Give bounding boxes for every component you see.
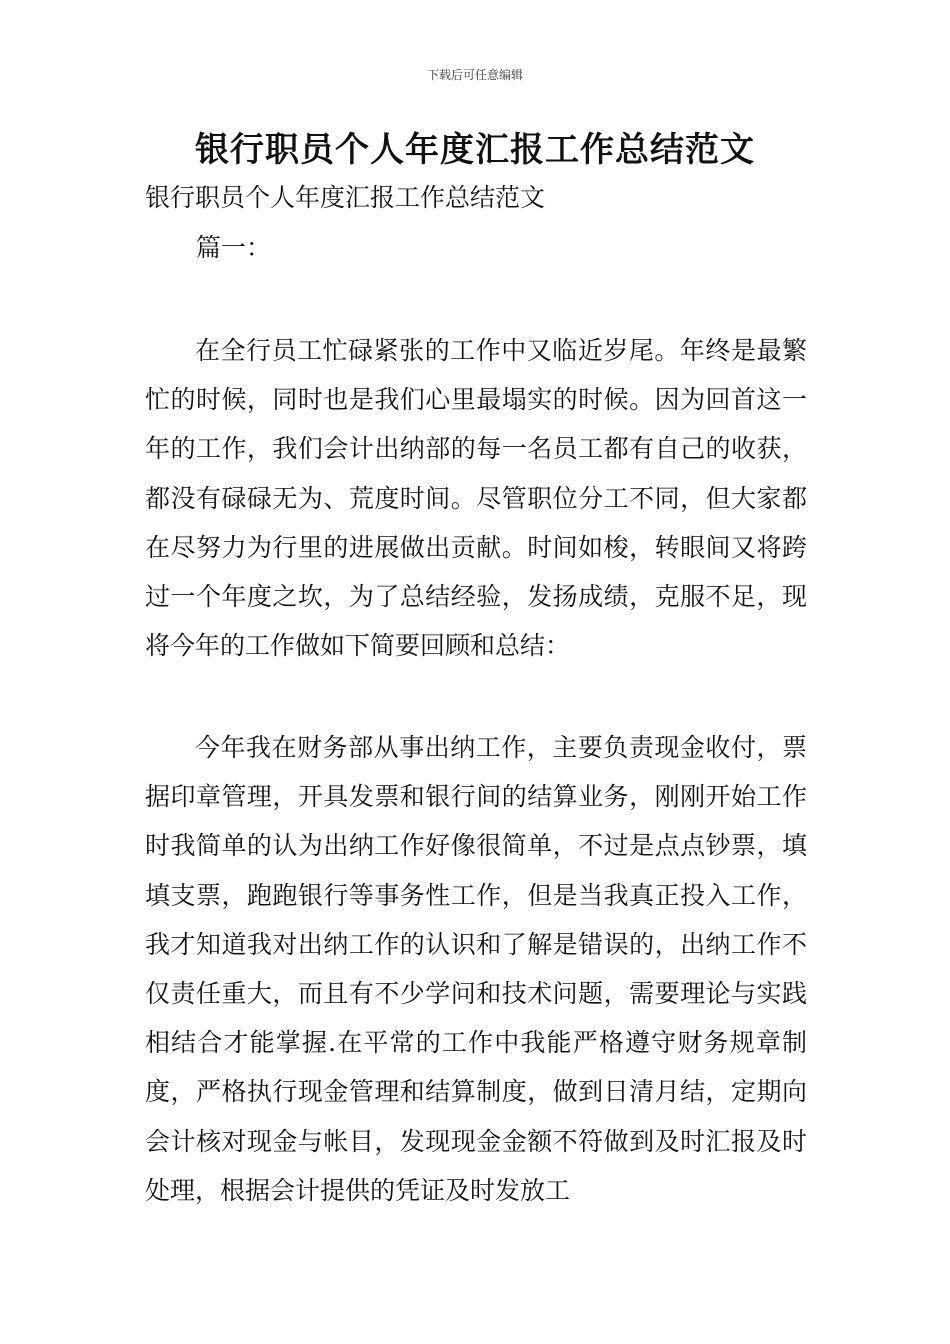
header-note: 下载后可任意编辑 <box>426 68 523 82</box>
paragraph-2: 今年我在财务部从事出纳工作，主要负责现金收付，票据印章管理，开具发票和银行间的结算业务，刚刚开始工作时我简单的认为出纳工作好像很简单，不过是点点钞票，填填支票，跑跑银行等事务性工作，但是当我真正投入工作，我才知道我对出纳工作的认识和了解是错误的，出纳工作不仅责任重大，而且有不少学问和技术问题，需要理论与实践相结合才能掌握.在平常的工作中我能严格遵守财务规章制度，严格执行现金管理和结算制度，做到日清月结，定期向会计核对现金与帐目，发现现金金额不符做到及时汇报及时处理，根据会计提供的凭证及时发放工 <box>145 733 807 1205</box>
paragraph-1: 在全行员工忙碌紧张的工作中又临近岁尾。年终是最繁忙的时候，同时也是我们心里最塌实的时候。因为回首这一年的工作，我们会计出纳部的每一名员工都有自己的收获，都没有碌碌无为、荒度时间。尽管职位分工不同，但大家都在尽努力为行里的进展做出贡献。时间如梭，转眼间又将跨过一个年度之坎，为了总结经验，发扬成绩，克服不足，现将今年的工作做如下简要回顾和总结： <box>145 336 807 661</box>
document-subtitle: 银行职员个人年度汇报工作总结范文 <box>145 183 546 212</box>
document-title: 银行职员个人年度汇报工作总结范文 <box>195 130 755 170</box>
section-label: 篇一： <box>196 233 272 262</box>
